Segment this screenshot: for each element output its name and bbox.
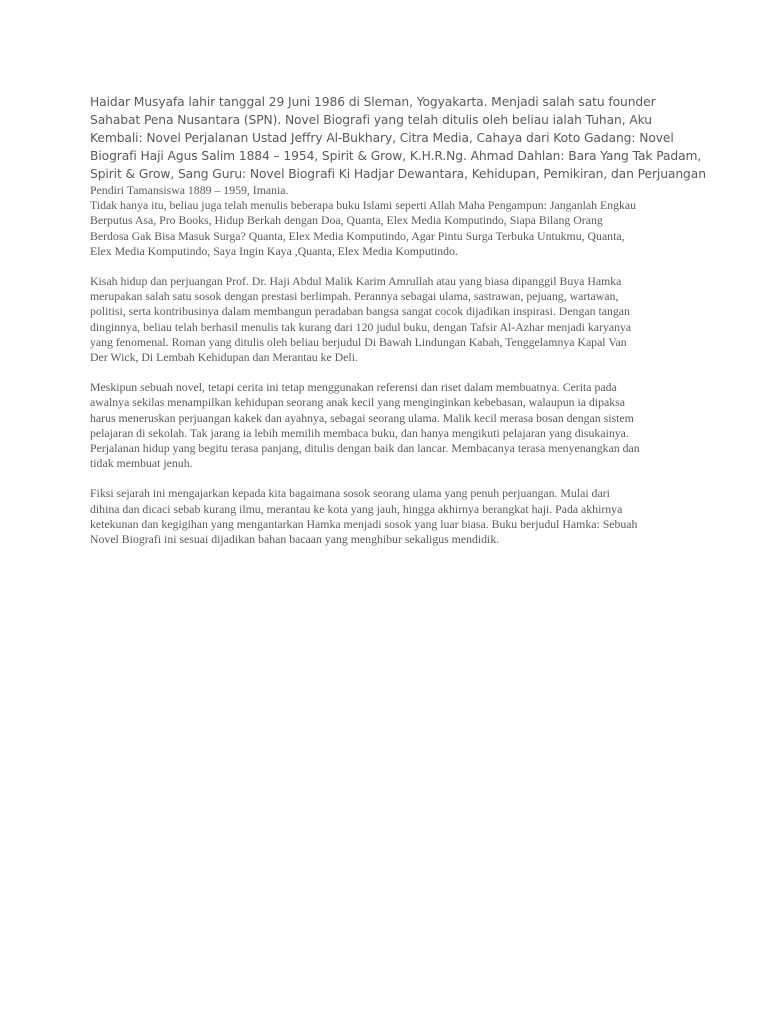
paragraph-author-intro-tail: [90, 183, 690, 198]
text-line: pelajaran di sekolah. Tak jarang ia lebih memilih membaca buku, dan hanya mengikuti pelajaran yang disukainya.: [90, 425, 629, 440]
text-line: dihina dan dicaci sebab kurang ilmu, merantau ke kota yang jauh, hingga akhirnya berangkat haji. Pada akhirnya: [90, 501, 623, 516]
text-line: yang fenomenal. Roman yang ditulis oleh beliau berjudul Di Bawah Lindungan Kabah, Tenggelamnya Kapal Van: [90, 334, 627, 349]
text-line: merupakan salah satu sosok dengan prestasi berlimpah. Perannya sebagai ulama, sastrawan, pejuang, wartawan,: [90, 289, 619, 304]
text-line: Kisah hidup dan perjuangan Prof. Dr. Haji Abdul Malik Karim Amrullah atau yang biasa dipanggil Buya Hamka: [90, 274, 622, 289]
text-line: ketekunan dan kegigihan yang mengantarkan Hamka menjadi sosok yang luar biasa. Buku berjudul Hamka: Sebuah: [90, 516, 638, 531]
text-line: politisi, serta kontribusinya dalam membangun peradaban bangsa sangat cocok dijadikan inspirasi. Dengan tangan: [90, 304, 630, 319]
text-line: Biografi Haji Agus Salim 1884 – 1954, Spirit & Grow, K.H.R.Ng. Ahmad Dahlan: Bara Yang Tak Padam,: [90, 149, 702, 163]
text-line: awalnya sekilas menampilkan kehidupan seorang anak kecil yang menginginkan kebebasan, walaupun ia dipaksa: [90, 395, 625, 410]
text-line: Meskipun sebuah novel, tetapi cerita ini tetap menggunakan referensi dan riset dalam membuatnya. Cerita pada: [90, 380, 617, 395]
text-line: Fiksi sejarah ini mengajarkan kepada kita bagaimana sosok seorang ulama yang penuh perjuangan. Mulai dari: [90, 486, 610, 501]
text-line: Perjalanan hidup yang begitu terasa panjang, ditulis dengan baik dan lancar. Membacanya terasa menyenangkan dan: [90, 441, 640, 456]
text-line: harus meneruskan perjuangan kakek dan ayahnya, sebagai seorang ulama. Malik kecil merasa bosan dengan sistem: [90, 410, 634, 425]
text-line: dinginnya, beliau telah berhasil menulis tak kurang dari 120 judul buku, dengan Tafsir Al-Azhar menjadi karyanya: [90, 319, 632, 334]
paragraph-hamka-life: [90, 274, 690, 365]
text-line: tidak membuat jenuh.: [90, 456, 193, 471]
paragraph-novel-story: [90, 380, 690, 471]
text-line: Kembali: Novel Perjalanan Ustad Jeffry Al-Bukhary, Citra Media, Cahaya dari Koto Gadang: Novel: [90, 131, 674, 145]
text-line: Sahabat Pena Nusantara (SPN). Novel Biografi yang telah ditulis oleh beliau ialah Tuhan, Aku: [90, 113, 652, 127]
text-line: Berputus Asa, Pro Books, Hidup Berkah dengan Doa, Quanta, Elex Media Komputindo, Siapa Bilang Orang: [90, 213, 603, 228]
text-line: Novel Biografi ini sesuai dijadikan bahan bacaan yang menghibur sekaligus mendidik.: [90, 532, 500, 547]
document-page: [90, 93, 706, 547]
text-line: Der Wick, Di Lembah Kehidupan dan Merantau ke Deli.: [90, 350, 358, 365]
paragraph-author-intro: [90, 93, 706, 183]
text-line: Pendiri Tamansiswa 1889 – 1959, Imania.: [90, 183, 289, 197]
text-line: Elex Media Komputindo, Saya Ingin Kaya ,Quanta, Elex Media Komputindo.: [90, 243, 458, 258]
paragraph-historical-fiction: [90, 486, 690, 547]
text-line: Spirit & Grow, Sang Guru: Novel Biografi Ki Hadjar Dewantara, Kehidupan, Pemikiran, dan Perjuangan: [90, 167, 706, 181]
paragraph-other-books: [90, 198, 690, 259]
text-line: Haidar Musyafa lahir tanggal 29 Juni 1986 di Sleman, Yogyakarta. Menjadi salah satu founder: [90, 95, 656, 109]
text-line: Berdosa Gak Bisa Masuk Surga? Quanta, Elex Media Komputindo, Agar Pintu Surga Terbuka Untukmu, Quanta,: [90, 228, 625, 243]
text-line: Tidak hanya itu, beliau juga telah menulis beberapa buku Islami seperti Allah Maha Pengampun: Janganlah Engkau: [90, 198, 637, 213]
